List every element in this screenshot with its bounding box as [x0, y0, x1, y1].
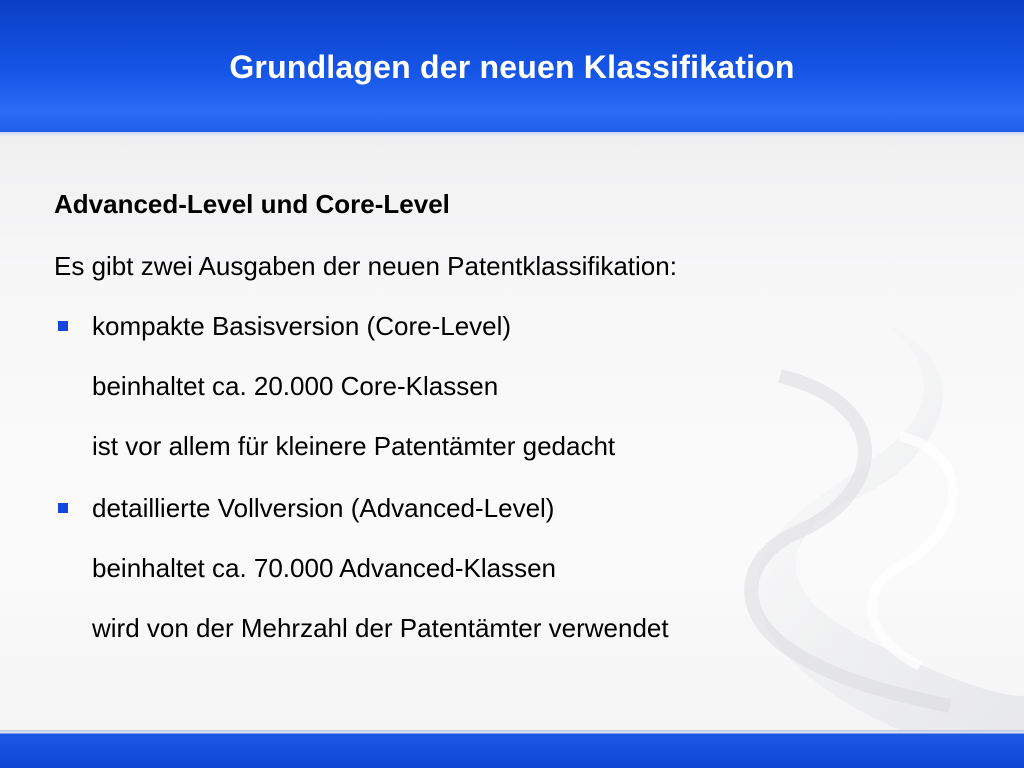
footer-band [0, 730, 1024, 768]
intro-text: Es gibt zwei Ausgaben der neuen Patentklassifikation: [54, 251, 677, 281]
slide-title: Grundlagen der neuen Klassifikation [229, 49, 795, 85]
square-bullet-icon [58, 321, 68, 331]
bullet-text: detaillierte Vollversion (Advanced-Level) [92, 493, 555, 523]
square-bullet-icon [58, 503, 68, 513]
bullet-detail: beinhaltet ca. 20.000 Core-Klassen [92, 371, 499, 401]
bullet-detail: beinhaltet ca. 70.000 Advanced-Klassen [92, 553, 557, 583]
bullet-detail: wird von der Mehrzahl der Patentämter verwendet [92, 613, 669, 643]
header-band [0, 0, 1024, 132]
bullet-detail: ist vor allem für kleinere Patentämter gedacht [92, 431, 616, 461]
bullet-text: kompakte Basisversion (Core-Level) [92, 311, 512, 341]
bullet-item [54, 306, 954, 346]
section-heading: Advanced-Level und Core-Level [54, 189, 450, 219]
bullet-item [54, 488, 954, 528]
